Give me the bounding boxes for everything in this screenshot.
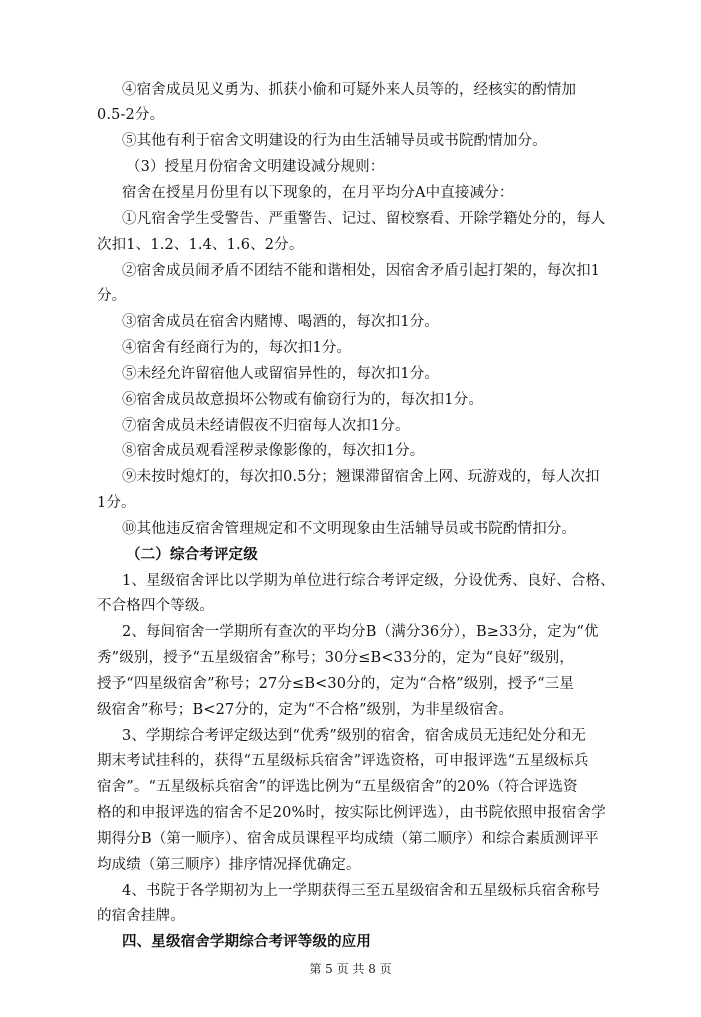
deduction-3: ③宿舍成员在宿舍内赌博、喝酒的，每次扣1分。 <box>122 314 440 330</box>
rating-para-3-line-4: 格的和申报评选的宿舍不足20%时，按实际比例评选），由书院依照申报宿舍学 <box>97 805 606 821</box>
rating-para-3: 3、学期综合考评定级达到“优秀”级别的宿舍，宿舍成员无违纪处分和无 <box>122 728 586 744</box>
deduction-1-continued: 次扣1、1.2、1.4、1.6、2分。 <box>97 237 304 253</box>
rating-para-1-continued: 不合格四个等级。 <box>97 598 215 614</box>
rating-para-2-line-4: 级宿舍”称号；B<27分的，定为“不合格”级别，为非星级宿舍。 <box>97 702 514 718</box>
rule-4-heroic-act: ④宿舍成员见义勇为、抓获小偷和可疑外来人员等的，经核实的酌情加 <box>122 82 577 98</box>
rule-5-other-bonus: ⑤其他有利于宿舍文明建设的行为由生活辅导员或书院酌情加分。 <box>122 133 547 149</box>
rating-para-1: 1、星级宿舍评比以学期为单位进行综合考评定级，分设优秀、良好、合格、 <box>122 573 615 589</box>
rating-para-3-line-3: 宿舍”。“五星级标兵宿舍”的评选比例为“五星级宿舍”的20%（符合评选资 <box>97 779 578 795</box>
rating-para-2-line-3: 授予“四星级宿舍”称号；27分≤B<30分的，定为“合格”级别，授予“三星 <box>97 676 574 692</box>
rating-para-3-line-6: 均成绩（第三顺序）排序情况择优确定。 <box>97 857 361 873</box>
section-3-intro: 宿舍在授星月份里有以下现象的，在月平均分A中直接减分： <box>122 185 514 201</box>
deduction-9-continued: 1分。 <box>97 495 136 511</box>
deduction-8: ⑧宿舍成员观看淫秽录像影像的，每次扣1分。 <box>122 443 425 459</box>
deduction-4: ④宿舍有经商行为的，每次扣1分。 <box>122 340 352 356</box>
section-2-heading: （二）综合考评定级 <box>126 546 258 563</box>
deduction-2-continued: 分。 <box>97 288 127 304</box>
deduction-9: ⑨未按时熄灯的，每次扣0.5分；翘课滞留宿舍上网、玩游戏的，每人次扣 <box>122 469 600 485</box>
rating-para-2: 2、每间宿舍一学期所有查次的平均分B（满分36分），B≥33分，定为“优 <box>122 624 599 640</box>
rating-para-4: 4、书院于各学期初为上一学期获得三至五星级宿舍和五星级标兵宿舍称号 <box>122 883 601 899</box>
deduction-1: ①凡宿舍学生受警告、严重警告、记过、留校察看、开除学籍处分的，每人 <box>122 211 606 227</box>
rating-para-3-line-5: 期得分B（第一顺序）、宿舍成员课程平均成绩（第二顺序）和综合素质测评平 <box>97 831 599 847</box>
deduction-7: ⑦宿舍成员未经请假夜不归宿每人次扣1分。 <box>122 418 410 434</box>
section-3-heading: （3）授星月份宿舍文明建设减分规则： <box>126 159 385 175</box>
deduction-6: ⑥宿舍成员故意损坏公物或有偷窃行为的，每次扣1分。 <box>122 392 483 408</box>
deduction-10: ⑩其他违反宿舍管理规定和不文明现象由生活辅导员或书院酌情扣分。 <box>122 521 577 537</box>
page-footer: 第 5 页 共 8 页 <box>309 962 392 976</box>
deduction-5: ⑤未经允许留宿他人或留宿异性的，每次扣1分。 <box>122 366 440 382</box>
rating-para-3-line-2: 期末考试挂科的，获得“五星级标兵宿舍”评选资格，可申报评选“五星级标兵 <box>97 753 589 769</box>
deduction-2: ②宿舍成员闹矛盾不团结不能和谐相处，因宿舍矛盾引起打架的，每次扣1 <box>122 263 601 279</box>
rating-para-2-line-2: 秀”级别，授予“五星级宿舍”称号；30分≤B<33分的，定为“良好”级别， <box>97 650 574 666</box>
rule-4-continued: 0.5-2分。 <box>97 107 165 123</box>
rating-para-4-continued: 的宿舍挂牌。 <box>97 908 185 924</box>
section-4-heading: 四、星级宿舍学期综合考评等级的应用 <box>122 933 372 950</box>
